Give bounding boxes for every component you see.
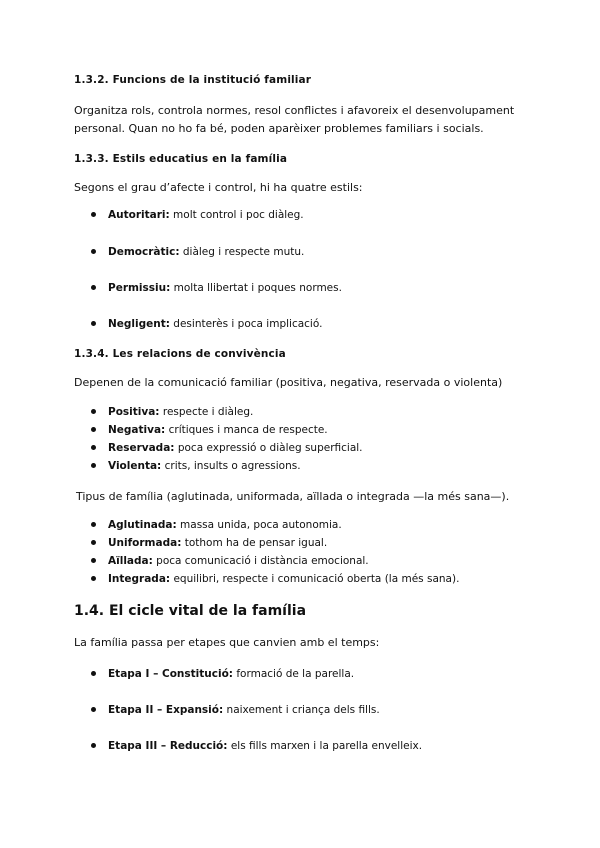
list-item-desc: desinterès i poca implicació. xyxy=(169,318,323,330)
list-item xyxy=(91,318,322,330)
list-item-desc: tothom ha de pensar igual. xyxy=(181,537,328,549)
list-item-desc: poca comunicació i distància emocional. xyxy=(152,555,369,567)
list-item-term: Integrada: xyxy=(108,573,171,585)
list-item xyxy=(91,740,422,752)
list-item xyxy=(91,209,304,221)
list-item-term: Etapa III – Reducció: xyxy=(108,740,228,752)
list-item xyxy=(91,246,304,258)
list-item-desc: formació de la parella. xyxy=(233,668,355,680)
list-item xyxy=(91,704,380,716)
list-item-term: Aïllada: xyxy=(108,555,153,567)
list-item-desc: molta llibertat i poques normes. xyxy=(170,282,342,294)
list-item xyxy=(91,668,354,680)
list-item xyxy=(91,424,328,436)
list-item-term: Positiva: xyxy=(108,406,160,418)
list-item-term: Violenta: xyxy=(108,460,162,472)
bullet-icon xyxy=(91,249,96,254)
bullet-icon xyxy=(91,409,96,414)
list-item xyxy=(91,555,369,567)
list-item xyxy=(91,282,342,294)
list-item-term: Aglutinada: xyxy=(108,519,177,531)
list-item-term: Reservada: xyxy=(108,442,175,454)
bullet-icon xyxy=(91,285,96,290)
paragraph-line: Organitza rols, controla normes, resol conflictes i afavoreix el desenvolupament xyxy=(74,104,515,117)
bullet-icon xyxy=(91,558,96,563)
paragraph-family-types: Tipus de família (aglutinada, uniformada, aïllada o integrada —la més sana—). xyxy=(76,490,510,503)
bullet-icon xyxy=(91,540,96,545)
heading-1-4: 1.4. El cicle vital de la família xyxy=(74,603,307,619)
heading-1-3-2: 1.3.2. Funcions de la institució familiar xyxy=(74,74,312,86)
bullet-icon xyxy=(91,707,96,712)
heading-1-3-3: 1.3.3. Estils educatius en la família xyxy=(74,153,288,165)
heading-1-3-4: 1.3.4. Les relacions de convivència xyxy=(74,348,286,360)
bullet-icon xyxy=(91,576,96,581)
list-item-desc: respecte i diàleg. xyxy=(159,406,254,418)
list-item xyxy=(91,442,363,454)
list-item-desc: crits, insults o agressions. xyxy=(161,460,301,472)
list-item-desc: molt control i poc diàleg. xyxy=(169,209,304,221)
bullet-icon xyxy=(91,743,96,748)
paragraph-1-3-4-intro: Depenen de la comunicació familiar (positiva, negativa, reservada o violenta) xyxy=(74,376,503,389)
bullet-icon xyxy=(91,445,96,450)
bullet-icon xyxy=(91,522,96,527)
paragraph-1-3-2 xyxy=(74,102,534,138)
list-item-term: Autoritari: xyxy=(108,209,170,221)
list-item-term: Etapa II – Expansió: xyxy=(108,704,224,716)
bullet-icon xyxy=(91,321,96,326)
list-item xyxy=(91,573,459,585)
list-item xyxy=(91,406,253,418)
paragraph-1-4-intro: La família passa per etapes que canvien amb el temps: xyxy=(74,636,380,649)
list-item-term: Uniformada: xyxy=(108,537,182,549)
list-item-term: Permissiu: xyxy=(108,282,171,294)
list-item-term: Etapa I – Constitució: xyxy=(108,668,233,680)
bullet-icon xyxy=(91,463,96,468)
bullet-icon xyxy=(91,671,96,676)
list-item-desc: diàleg i respecte mutu. xyxy=(179,246,305,258)
paragraph-line: personal. Quan no ho fa bé, poden aparèixer problemes familiars i socials. xyxy=(74,122,484,135)
list-item-term: Negligent: xyxy=(108,318,170,330)
list-item-term: Negativa: xyxy=(108,424,166,436)
list-item-desc: naixement i criança dels fills. xyxy=(223,704,380,716)
bullet-icon xyxy=(91,212,96,217)
list-item-term: Democràtic: xyxy=(108,246,180,258)
bullet-icon xyxy=(91,427,96,432)
list-item xyxy=(91,537,327,549)
list-item xyxy=(91,519,342,531)
list-item-desc: els fills marxen i la parella envelleix. xyxy=(227,740,423,752)
list-item-desc: poca expressió o diàleg superficial. xyxy=(174,442,363,454)
paragraph-1-3-3-intro: Segons el grau d’afecte i control, hi ha quatre estils: xyxy=(74,181,363,194)
list-item xyxy=(91,460,301,472)
list-item-desc: crítiques i manca de respecte. xyxy=(165,424,328,436)
list-item-desc: equilibri, respecte i comunicació oberta (la més sana). xyxy=(170,573,460,585)
list-item-desc: massa unida, poca autonomia. xyxy=(176,519,342,531)
